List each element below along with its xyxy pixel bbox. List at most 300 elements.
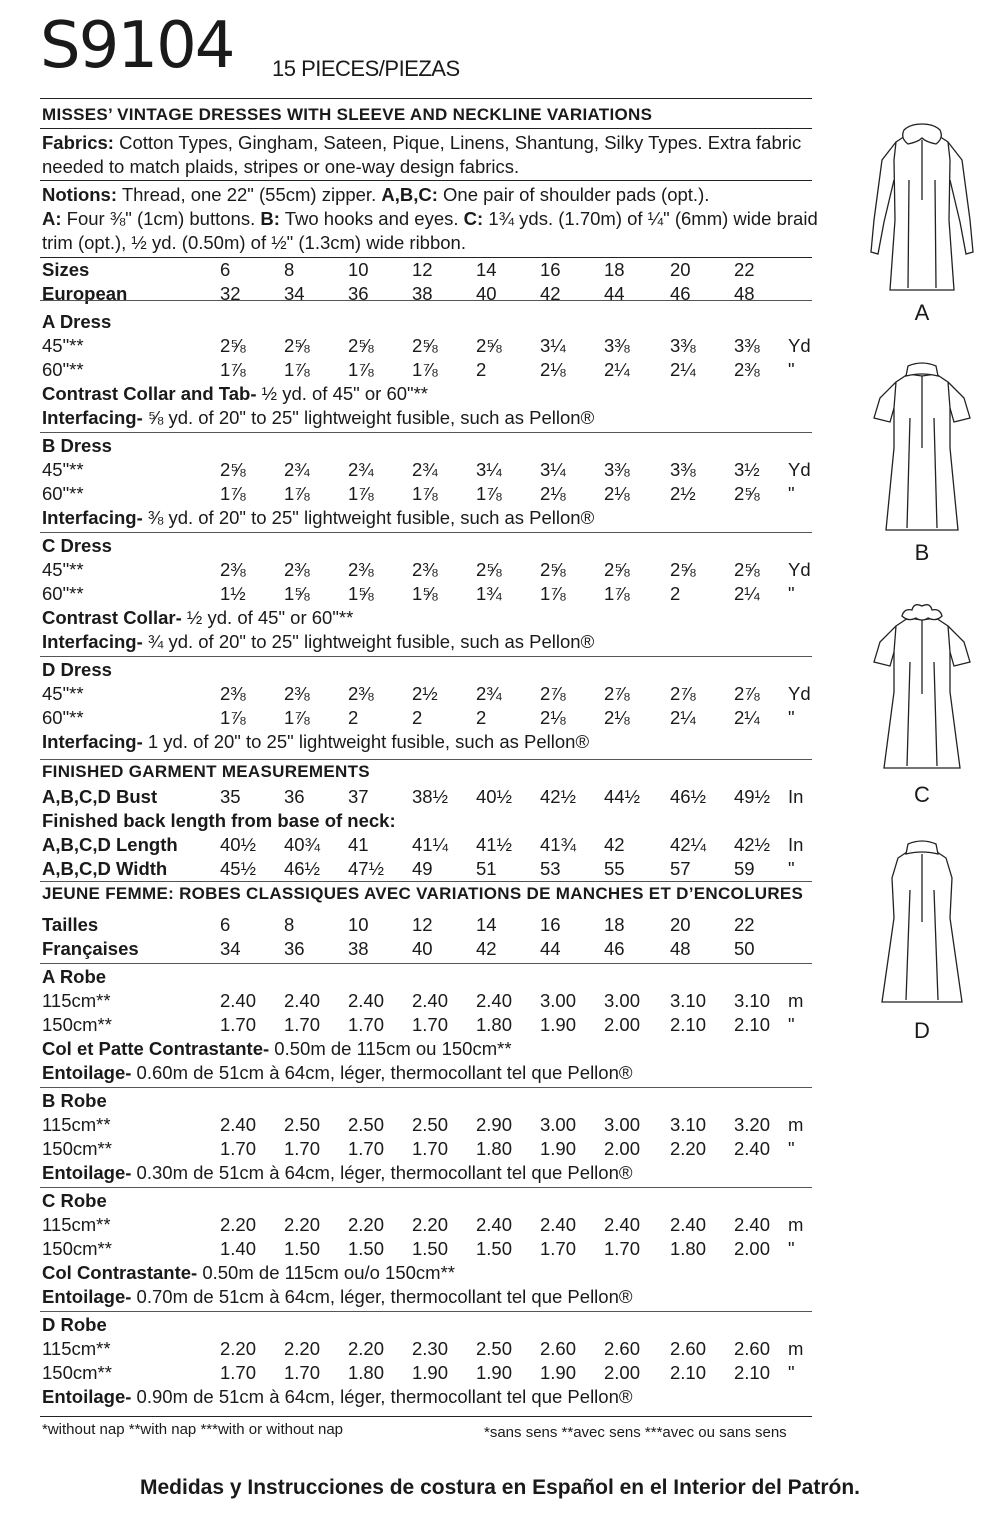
table-cell: 46½ bbox=[670, 786, 707, 807]
table-row bbox=[40, 1114, 820, 1136]
table-cell: 2¾ bbox=[348, 459, 374, 480]
row-detail: ⅝ yd. of 20" to 25" lightweight fusible, such as Pellon® bbox=[142, 407, 595, 428]
table-cell: 18 bbox=[604, 914, 625, 935]
table-cell: 2⅞ bbox=[604, 683, 630, 704]
table-row bbox=[40, 1238, 820, 1260]
row-label: D Robe bbox=[42, 1314, 107, 1335]
row-label: Col Contrastante- 0.50m de 115cm ou/o 150cm** bbox=[42, 1262, 455, 1283]
notions-text-2a: A: bbox=[42, 208, 62, 229]
table-row bbox=[40, 762, 820, 784]
table-cell: 2.40 bbox=[284, 990, 321, 1011]
notions-text-2c: B: bbox=[260, 208, 280, 229]
fabrics-label: Fabrics: bbox=[42, 132, 114, 153]
table-cell: 2⅝ bbox=[220, 335, 246, 356]
pattern-title-en: MISSES’ VINTAGE DRESSES WITH SLEEVE AND NECKLINE VARIATIONS bbox=[42, 105, 653, 124]
table-row bbox=[40, 383, 820, 405]
notions-line-3: trim (opt.), ½ yd. (0.50m) of ½" (1.3cm) wide ribbon. bbox=[42, 232, 466, 253]
table-cell: 2.90 bbox=[476, 1114, 513, 1135]
row-label: 150cm** bbox=[42, 1362, 112, 1383]
table-cell: 2.20 bbox=[348, 1214, 385, 1235]
table-cell: 2.00 bbox=[604, 1014, 641, 1035]
row-label: Entoilage- 0.70m de 51cm à 64cm, léger, thermocollant tel que Pellon® bbox=[42, 1286, 633, 1307]
table-cell: 42 bbox=[476, 938, 497, 959]
row-label: Finished back length from base of neck: bbox=[42, 810, 396, 831]
fabrics-rule bbox=[40, 180, 812, 181]
table-row bbox=[40, 1362, 820, 1384]
table-cell: 49½ bbox=[734, 786, 771, 807]
table-cell: 2.40 bbox=[348, 990, 385, 1011]
table-row bbox=[40, 283, 820, 305]
notions-text-2d: Two hooks and eyes. bbox=[279, 208, 464, 229]
table-row bbox=[40, 631, 820, 653]
table-cell: 1⅞ bbox=[540, 583, 566, 604]
table-cell: 2 bbox=[476, 707, 487, 728]
table-cell: 2.50 bbox=[476, 1338, 513, 1359]
unit-cell: " bbox=[788, 583, 795, 604]
table-cell: 38 bbox=[412, 283, 433, 304]
row-label: 150cm** bbox=[42, 1238, 112, 1259]
table-cell: 2⅜ bbox=[348, 559, 374, 580]
table-cell: 2.40 bbox=[734, 1214, 771, 1235]
table-cell: 2.30 bbox=[412, 1338, 449, 1359]
table-row bbox=[40, 707, 820, 729]
table-cell: 1.70 bbox=[220, 1014, 257, 1035]
table-cell: 2.20 bbox=[220, 1338, 257, 1359]
table-cell: 36 bbox=[348, 283, 369, 304]
table-cell: 6 bbox=[220, 259, 231, 280]
unit-cell: m bbox=[788, 1214, 804, 1235]
table-cell: 1.90 bbox=[412, 1362, 449, 1383]
table-cell: 42½ bbox=[540, 786, 577, 807]
table-cell: 42½ bbox=[734, 834, 771, 855]
table-cell: 2.40 bbox=[476, 990, 513, 1011]
table-row bbox=[40, 1386, 820, 1408]
table-cell: 1⅞ bbox=[412, 483, 438, 504]
table-cell: 16 bbox=[540, 259, 561, 280]
table-row bbox=[40, 1190, 820, 1212]
table-cell: 2.40 bbox=[604, 1214, 641, 1235]
unit-cell: m bbox=[788, 1114, 804, 1135]
table-row bbox=[40, 535, 820, 557]
table-cell: 34 bbox=[284, 283, 305, 304]
table-cell: 32 bbox=[220, 283, 241, 304]
table-cell: 40½ bbox=[220, 834, 257, 855]
section-rule bbox=[40, 1187, 812, 1188]
row-detail: ⅜ yd. of 20" to 25" lightweight fusible, such as Pellon® bbox=[142, 507, 595, 528]
row-label: 115cm** bbox=[42, 1214, 111, 1235]
notions-text-1c: One pair of shoulder pads (opt.). bbox=[437, 184, 710, 205]
row-label: B Robe bbox=[42, 1090, 107, 1111]
row-label: 60"** bbox=[42, 483, 84, 504]
table-row bbox=[40, 311, 820, 333]
table-cell: 1.80 bbox=[476, 1138, 513, 1159]
row-label: A,B,C,D Width bbox=[42, 858, 168, 879]
table-cell: 2.20 bbox=[412, 1214, 449, 1235]
table-row bbox=[40, 834, 820, 856]
table-row bbox=[40, 683, 820, 705]
table-row bbox=[40, 1262, 820, 1284]
row-detail: 0.50m de 115cm ou/o 150cm** bbox=[197, 1262, 455, 1283]
table-cell: 22 bbox=[734, 914, 755, 935]
table-cell: 12 bbox=[412, 914, 433, 935]
table-cell: 1.90 bbox=[540, 1138, 577, 1159]
table-cell: 1.70 bbox=[348, 1138, 385, 1159]
row-label: Entoilage- 0.90m de 51cm à 64cm, léger, thermocollant tel que Pellon® bbox=[42, 1386, 633, 1407]
table-cell: 42 bbox=[540, 283, 561, 304]
row-label: Contrast Collar and Tab- ½ yd. of 45" or 60"** bbox=[42, 383, 428, 404]
table-row bbox=[40, 1062, 820, 1084]
table-row bbox=[40, 335, 820, 357]
table-cell: 1⅞ bbox=[220, 483, 246, 504]
table-cell: 2⅝ bbox=[348, 335, 374, 356]
table-cell: 40 bbox=[412, 938, 433, 959]
table-cell: 51 bbox=[476, 858, 497, 879]
table-cell: 1.70 bbox=[412, 1138, 449, 1159]
row-label: Françaises bbox=[42, 938, 139, 959]
table-cell: 2⅝ bbox=[284, 335, 310, 356]
row-label: European bbox=[42, 283, 128, 304]
table-cell: 1.70 bbox=[284, 1362, 321, 1383]
unit-cell: " bbox=[788, 1238, 795, 1259]
table-cell: 2.50 bbox=[348, 1114, 385, 1135]
table-cell: 1⅞ bbox=[348, 483, 374, 504]
table-cell: 35 bbox=[220, 786, 241, 807]
view-b-dress-illustration bbox=[852, 338, 992, 538]
notions-rule bbox=[40, 257, 812, 258]
notions-text-1a: Thread, one 22" (55cm) zipper. bbox=[117, 184, 382, 205]
table-cell: 2.00 bbox=[604, 1362, 641, 1383]
table-cell: 2¾ bbox=[284, 459, 310, 480]
table-row bbox=[40, 1090, 820, 1112]
row-detail: 0.60m de 51cm à 64cm, léger, thermocollant tel que Pellon® bbox=[131, 1062, 633, 1083]
table-cell: 2.40 bbox=[540, 1214, 577, 1235]
row-detail: 0.30m de 51cm à 64cm, léger, thermocollant tel que Pellon® bbox=[131, 1162, 633, 1183]
table-cell: 2.20 bbox=[284, 1338, 321, 1359]
table-cell: 2⅝ bbox=[734, 483, 760, 504]
table-cell: 34 bbox=[220, 938, 241, 959]
row-label: 45"** bbox=[42, 683, 84, 704]
fabrics-line-1 bbox=[42, 132, 801, 154]
row-label: A Dress bbox=[42, 311, 112, 332]
table-cell: 8 bbox=[284, 259, 295, 280]
table-cell: 1.70 bbox=[412, 1014, 449, 1035]
section-rule bbox=[40, 300, 812, 301]
table-row bbox=[40, 507, 820, 529]
table-cell: 44½ bbox=[604, 786, 641, 807]
row-detail: ½ yd. of 45" or 60"** bbox=[181, 607, 354, 628]
notions-label: Notions: bbox=[42, 184, 118, 205]
table-cell: 38 bbox=[348, 938, 369, 959]
table-cell: 2.40 bbox=[670, 1214, 707, 1235]
table-cell: 20 bbox=[670, 259, 691, 280]
table-row bbox=[40, 786, 820, 808]
table-cell: 1½ bbox=[220, 583, 246, 604]
table-cell: 14 bbox=[476, 914, 497, 935]
table-cell: 2.20 bbox=[220, 1214, 257, 1235]
table-cell: 14 bbox=[476, 259, 497, 280]
row-label: 60"** bbox=[42, 707, 84, 728]
table-row bbox=[40, 1314, 820, 1336]
table-cell: 3¼ bbox=[540, 335, 566, 356]
table-cell: 2.10 bbox=[670, 1014, 707, 1035]
title-rule bbox=[40, 128, 812, 129]
table-cell: 55 bbox=[604, 858, 625, 879]
unit-cell: In bbox=[788, 834, 804, 855]
table-row bbox=[40, 483, 820, 505]
table-cell: 20 bbox=[670, 914, 691, 935]
table-cell: 3⅜ bbox=[670, 335, 696, 356]
table-cell: 1.80 bbox=[348, 1362, 385, 1383]
row-detail: 0.70m de 51cm à 64cm, léger, thermocollant tel que Pellon® bbox=[131, 1286, 633, 1307]
table-cell: 42¼ bbox=[670, 834, 707, 855]
section-rule bbox=[40, 432, 812, 433]
footnote-rule bbox=[40, 1416, 812, 1417]
table-cell: 22 bbox=[734, 259, 755, 280]
table-cell: 2⅝ bbox=[604, 559, 630, 580]
table-cell: 1⅞ bbox=[604, 583, 630, 604]
unit-cell: " bbox=[788, 1138, 795, 1159]
table-cell: 2 bbox=[348, 707, 359, 728]
table-cell: 2⅝ bbox=[476, 559, 502, 580]
table-cell: 2⅛ bbox=[540, 483, 566, 504]
section-rule bbox=[40, 1087, 812, 1088]
table-cell: 2¼ bbox=[734, 583, 760, 604]
table-cell: 2½ bbox=[670, 483, 696, 504]
row-detail: ¾ yd. of 20" to 25" lightweight fusible, such as Pellon® bbox=[142, 631, 595, 652]
notions-text-1b: A,B,C: bbox=[381, 184, 438, 205]
row-label: 45"** bbox=[42, 559, 84, 580]
section-rule bbox=[40, 656, 812, 657]
row-label: Interfacing- 1 yd. of 20" to 25" lightweight fusible, such as Pellon® bbox=[42, 731, 590, 752]
row-detail: 0.90m de 51cm à 64cm, léger, thermocollant tel que Pellon® bbox=[131, 1386, 633, 1407]
unit-cell: " bbox=[788, 858, 795, 879]
table-cell: 1.80 bbox=[670, 1238, 707, 1259]
table-row bbox=[40, 1162, 820, 1184]
table-cell: 1⅞ bbox=[476, 483, 502, 504]
table-cell: 57 bbox=[670, 858, 691, 879]
table-cell: 1.40 bbox=[220, 1238, 257, 1259]
table-cell: 53 bbox=[540, 858, 561, 879]
table-cell: 2⅜ bbox=[284, 559, 310, 580]
table-cell: 1⅝ bbox=[348, 583, 374, 604]
table-cell: 48 bbox=[734, 283, 755, 304]
table-cell: 41 bbox=[348, 834, 369, 855]
unit-cell: " bbox=[788, 707, 795, 728]
row-label: Entoilage- 0.30m de 51cm à 64cm, léger, thermocollant tel que Pellon® bbox=[42, 1162, 633, 1183]
table-row bbox=[40, 435, 820, 457]
table-cell: 1.50 bbox=[284, 1238, 321, 1259]
unit-cell: " bbox=[788, 1014, 795, 1035]
table-row bbox=[40, 1138, 820, 1160]
table-cell: 2 bbox=[670, 583, 681, 604]
row-label: C Dress bbox=[42, 535, 112, 556]
table-cell: 1.70 bbox=[220, 1362, 257, 1383]
table-cell: 3⅜ bbox=[670, 459, 696, 480]
table-cell: 18 bbox=[604, 259, 625, 280]
table-cell: 2⅝ bbox=[540, 559, 566, 580]
table-row bbox=[40, 559, 820, 581]
table-cell: 2 bbox=[476, 359, 487, 380]
table-cell: 1.70 bbox=[284, 1014, 321, 1035]
table-cell: 1.70 bbox=[604, 1238, 641, 1259]
table-cell: 2¼ bbox=[734, 707, 760, 728]
table-cell: 2.10 bbox=[734, 1362, 771, 1383]
table-cell: 2⅛ bbox=[540, 359, 566, 380]
table-cell: 3.00 bbox=[604, 1114, 641, 1135]
row-label: Tailles bbox=[42, 914, 99, 935]
table-cell: 1.80 bbox=[476, 1014, 513, 1035]
unit-cell: In bbox=[788, 786, 804, 807]
table-cell: 2⅝ bbox=[476, 335, 502, 356]
row-detail: 0.50m de 115cm ou 150cm** bbox=[269, 1038, 512, 1059]
table-row bbox=[40, 1038, 820, 1060]
table-cell: 2.20 bbox=[670, 1138, 707, 1159]
table-cell: 3⅜ bbox=[604, 335, 630, 356]
table-cell: 10 bbox=[348, 914, 369, 935]
unit-cell: Yd bbox=[788, 459, 811, 480]
table-cell: 3.10 bbox=[734, 990, 771, 1011]
table-cell: 3⅜ bbox=[604, 459, 630, 480]
notions-line-2 bbox=[42, 208, 818, 230]
table-cell: 1¾ bbox=[476, 583, 502, 604]
table-cell: 59 bbox=[734, 858, 755, 879]
view-d-label: D bbox=[914, 1018, 930, 1043]
table-cell: 6 bbox=[220, 914, 231, 935]
table-cell: 2¼ bbox=[670, 359, 696, 380]
table-cell: 50 bbox=[734, 938, 755, 959]
table-cell: 41¼ bbox=[412, 834, 449, 855]
row-label: 115cm** bbox=[42, 1338, 111, 1359]
table-cell: 46½ bbox=[284, 858, 321, 879]
unit-cell: Yd bbox=[788, 335, 811, 356]
table-row bbox=[40, 990, 820, 1012]
view-d-dress-illustration bbox=[852, 818, 992, 1018]
table-cell: 2.60 bbox=[604, 1338, 641, 1359]
table-cell: 3⅜ bbox=[734, 335, 760, 356]
view-a-dress-illustration bbox=[852, 100, 992, 300]
table-row bbox=[40, 914, 820, 936]
row-label: Interfacing- ⅝ yd. of 20" to 25" lightweight fusible, such as Pellon® bbox=[42, 407, 595, 428]
section-rule bbox=[40, 1311, 812, 1312]
table-cell: 2.10 bbox=[734, 1014, 771, 1035]
table-cell: 2.40 bbox=[220, 1114, 257, 1135]
table-cell: 2⅜ bbox=[734, 359, 760, 380]
table-cell: 2.00 bbox=[604, 1138, 641, 1159]
table-row bbox=[40, 659, 820, 681]
row-detail: 1 yd. of 20" to 25" lightweight fusible, such as Pellon® bbox=[142, 731, 590, 752]
table-cell: 1.70 bbox=[348, 1014, 385, 1035]
row-label: C Robe bbox=[42, 1190, 107, 1211]
table-row bbox=[40, 1214, 820, 1236]
row-label: 115cm** bbox=[42, 990, 111, 1011]
table-cell: 1.90 bbox=[540, 1362, 577, 1383]
table-cell: 41¾ bbox=[540, 834, 577, 855]
table-cell: 49 bbox=[412, 858, 433, 879]
table-cell: 2.20 bbox=[284, 1214, 321, 1235]
piece-count: 15 PIECES/PIEZAS bbox=[272, 56, 460, 81]
table-cell: 2⅝ bbox=[670, 559, 696, 580]
table-cell: 45½ bbox=[220, 858, 257, 879]
row-label: Interfacing- ⅜ yd. of 20" to 25" lightweight fusible, such as Pellon® bbox=[42, 507, 595, 528]
table-row bbox=[40, 810, 820, 832]
table-cell: 2⅜ bbox=[220, 683, 246, 704]
table-cell: 40 bbox=[476, 283, 497, 304]
table-cell: 2⅝ bbox=[412, 335, 438, 356]
row-label: 45"** bbox=[42, 335, 84, 356]
notions-text-2e: C: bbox=[463, 208, 484, 229]
table-cell: 46 bbox=[670, 283, 691, 304]
row-label: Sizes bbox=[42, 259, 90, 280]
table-cell: 2.40 bbox=[220, 990, 257, 1011]
table-cell: 1⅞ bbox=[284, 483, 310, 504]
table-cell: 2.00 bbox=[734, 1238, 771, 1259]
table-cell: 3.00 bbox=[540, 990, 577, 1011]
table-cell: 1.50 bbox=[348, 1238, 385, 1259]
table-cell: 2.40 bbox=[412, 990, 449, 1011]
row-label: 150cm** bbox=[42, 1138, 112, 1159]
row-label: 150cm** bbox=[42, 1014, 112, 1035]
table-cell: 1⅝ bbox=[412, 583, 438, 604]
table-cell: 1⅞ bbox=[220, 707, 246, 728]
table-cell: 2.50 bbox=[412, 1114, 449, 1135]
table-cell: 2⅜ bbox=[220, 559, 246, 580]
table-cell: 1.70 bbox=[220, 1138, 257, 1159]
table-cell: 1.50 bbox=[476, 1238, 513, 1259]
table-cell: 40¾ bbox=[284, 834, 321, 855]
table-cell: 1⅝ bbox=[284, 583, 310, 604]
table-cell: 2⅞ bbox=[670, 683, 696, 704]
view-c-label: C bbox=[914, 782, 930, 807]
table-cell: 2¼ bbox=[604, 359, 630, 380]
table-cell: 2.10 bbox=[670, 1362, 707, 1383]
view-b-label: B bbox=[914, 540, 930, 565]
view-a-label: A bbox=[914, 300, 930, 325]
row-label: Interfacing- ¾ yd. of 20" to 25" lightweight fusible, such as Pellon® bbox=[42, 631, 595, 652]
row-label: 60"** bbox=[42, 359, 84, 380]
table-cell: 40½ bbox=[476, 786, 513, 807]
table-cell: 3.10 bbox=[670, 1114, 707, 1135]
fabrics-text-1: Cotton Types, Gingham, Sateen, Pique, Linens, Shantung, Silky Types. Extra fabric bbox=[113, 132, 802, 153]
table-cell: 10 bbox=[348, 259, 369, 280]
footnotes-fr: *sans sens **avec sens ***avec ou sans sens bbox=[484, 1424, 787, 1441]
table-cell: 2¾ bbox=[412, 459, 438, 480]
row-detail: ½ yd. of 45" or 60"** bbox=[256, 383, 428, 404]
table-row bbox=[40, 1014, 820, 1036]
table-cell: 1.70 bbox=[540, 1238, 577, 1259]
table-cell: 12 bbox=[412, 259, 433, 280]
table-cell: 42 bbox=[604, 834, 625, 855]
row-label: Entoilage- 0.60m de 51cm à 64cm, léger, thermocollant tel que Pellon® bbox=[42, 1062, 633, 1083]
table-row bbox=[40, 884, 820, 906]
table-cell: 48 bbox=[670, 938, 691, 959]
row-label: 115cm** bbox=[42, 1114, 111, 1135]
row-label: B Dress bbox=[42, 435, 112, 456]
table-row bbox=[40, 858, 820, 880]
unit-cell: Yd bbox=[788, 683, 811, 704]
spanish-instructions-note: Medidas y Instrucciones de costura en Español en el Interior del Patrón. bbox=[139, 1476, 861, 1499]
table-cell: 2⅝ bbox=[220, 459, 246, 480]
table-cell: 2.20 bbox=[348, 1338, 385, 1359]
table-cell: 2⅛ bbox=[604, 483, 630, 504]
table-cell: 2¼ bbox=[670, 707, 696, 728]
unit-cell: " bbox=[788, 1362, 795, 1383]
table-row bbox=[40, 1338, 820, 1360]
row-label: A Robe bbox=[42, 966, 107, 987]
table-row bbox=[40, 583, 820, 605]
section-heading: FINISHED GARMENT MEASUREMENTS bbox=[42, 762, 370, 781]
table-cell: 37 bbox=[348, 786, 369, 807]
fabrics-line-2: needed to match plaids, stripes or one-way design fabrics. bbox=[42, 156, 520, 177]
